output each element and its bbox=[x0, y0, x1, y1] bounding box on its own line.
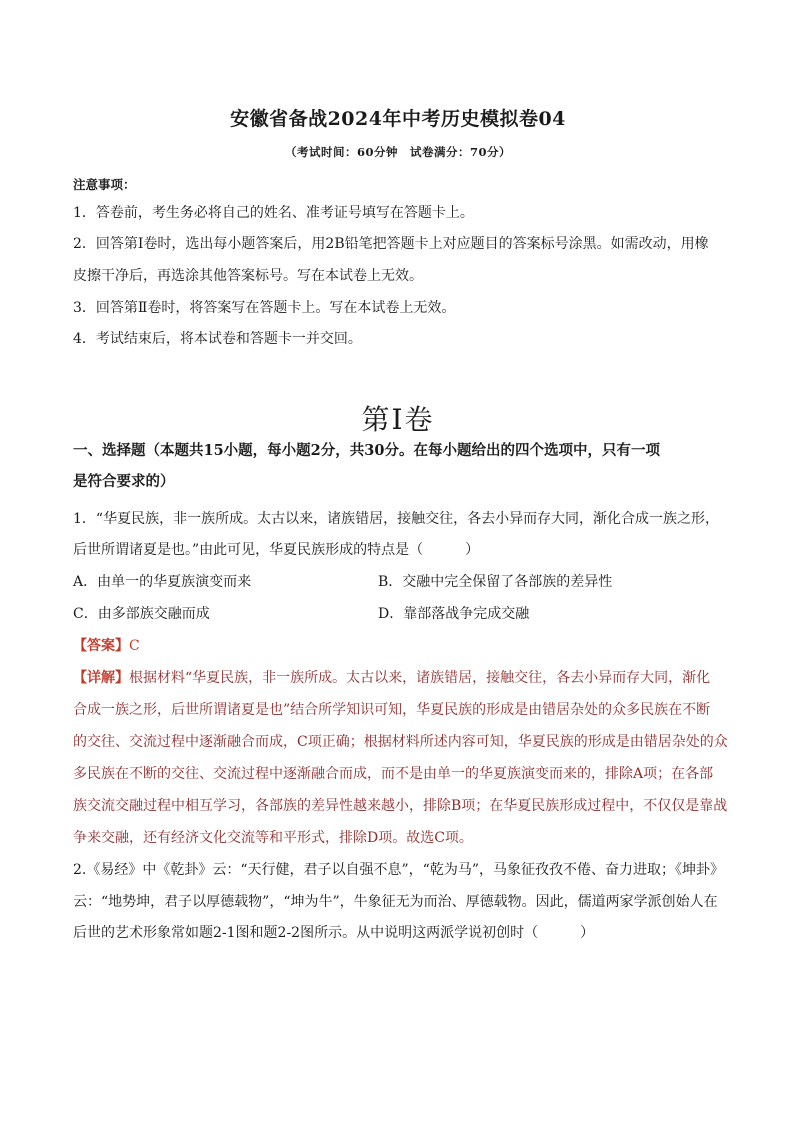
exam-info: （考试时间：60分钟 试卷满分：70分） bbox=[284, 145, 511, 159]
q1-option-c: C．由多部族交融而成 bbox=[73, 606, 210, 622]
q1-option-a: A．由单一的华夏族演变而来 bbox=[73, 574, 252, 590]
q1-option-d: D．靠部落战争完成交融 bbox=[378, 606, 530, 622]
notice-line-4: 4．考试结束后，将本试卷和答题卡一并交回。 bbox=[73, 331, 362, 347]
q1-detail-line-6: 争来交融，还有经济文化交流等和平形式，排除D项。故选C项。 bbox=[73, 830, 473, 846]
answer-tag: 【答案】 bbox=[73, 638, 129, 654]
detail-text: 根据材料“华夏民族，非一族所成。太古以来，诸族错居，接触交往，各去小异而存大同，渐化 bbox=[129, 670, 711, 686]
q2-stem-line-1: 2.《易经》中《乾卦》云：“天行健，君子以自强不息”，“乾为马”，马象征孜孜不倦、奋力进取；《坤卦》 bbox=[73, 862, 724, 878]
q1-detail-line-3: 的交往、交流过程中逐渐融合而成，C项正确；根据材料所述内容可知，华夏民族的形成是由错居杂处的众 bbox=[73, 734, 728, 750]
q2-stem-line-2: 云：“地势坤，君子以厚德载物”，“坤为牛”，牛象征无为而治、厚德载物。因此，儒道两家学派创始人在 bbox=[73, 894, 718, 910]
answer-value: C bbox=[129, 638, 140, 654]
notice-line-2-cont: 皮擦干净后，再选涂其他答案标号。写在本试卷上无效。 bbox=[73, 268, 423, 284]
q1-answer bbox=[73, 636, 140, 656]
q1-detail-line-1 bbox=[73, 668, 710, 688]
volume-title: 第Ⅰ卷 bbox=[361, 403, 435, 436]
q1-stem-line-2: 后世所谓诸夏是也。”由此可见，华夏民族形成的特点是（ ） bbox=[73, 542, 480, 558]
section-heading-line-2: 是符合要求的） bbox=[73, 473, 175, 490]
section-heading-line-1: 一、选择题（本题共15小题，每小题2分，共30分。在每小题给出的四个选项中，只有一项 bbox=[73, 442, 660, 459]
q1-detail-line-4: 多民族在不断的交往、交流过程中逐渐融合而成，而不是由单一的华夏族演变而来的，排除A项；在各部 bbox=[73, 766, 714, 782]
notice-line-1: 1．答卷前，考生务必将自己的姓名、准考证号填写在答题卡上。 bbox=[73, 205, 474, 221]
notice-heading: 注意事项： bbox=[73, 177, 136, 192]
q1-stem-line-1: 1．“华夏民族，非一族所成。太古以来，诸族错居，接触交往，各去小异而存大同，渐化合成一族之形， bbox=[73, 511, 720, 527]
detail-tag: 【详解】 bbox=[73, 670, 129, 686]
notice-line-2: 2．回答第Ⅰ卷时，选出每小题答案后，用2B铅笔把答题卡上对应题目的答案标号涂黑。如需改动，用橡 bbox=[73, 236, 709, 252]
q1-detail-line-5: 族交流交融过程中相互学习，各部族的差异性越来越小，排除B项；在华夏民族形成过程中，不仅仅是靠战 bbox=[73, 798, 728, 814]
notice-line-3: 3．回答第Ⅱ卷时，将答案写在答题卡上。写在本试卷上无效。 bbox=[73, 300, 456, 316]
q1-option-b: B．交融中完全保留了各部族的差异性 bbox=[378, 574, 613, 590]
q1-detail-line-2: 合成一族之形，后世所谓诸夏是也”结合所学知识可知，华夏民族的形成是由错居杂处的众多民族在不断 bbox=[73, 702, 711, 718]
page-title: 安徽省备战2024年中考历史模拟卷04 bbox=[230, 108, 566, 130]
q2-stem-line-3: 后世的艺术形象常如题2-1图和题2-2图所示。从中说明这两派学说初创时（ ） bbox=[73, 925, 595, 941]
